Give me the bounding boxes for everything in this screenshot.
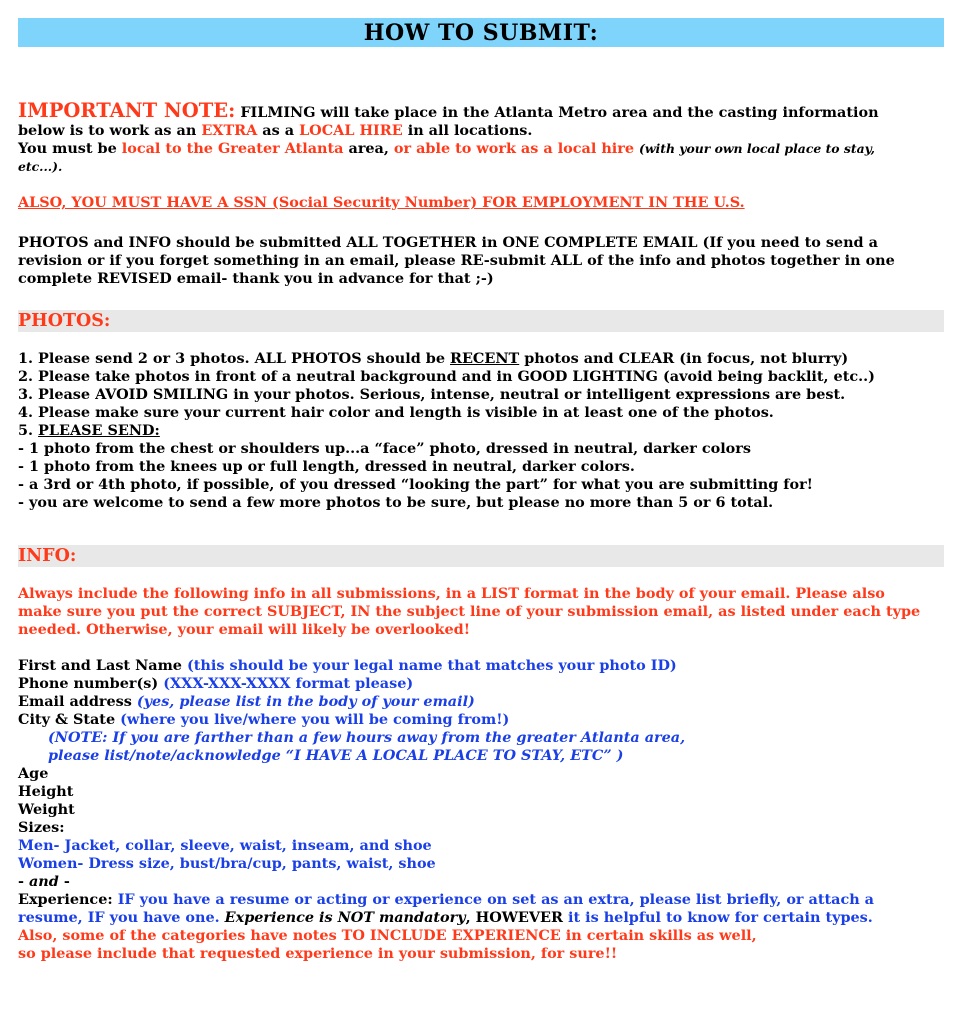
info-note-line-2: please list/note/acknowledge “I HAVE A LOCAL PLACE TO STAY, ETC” ) <box>48 747 624 764</box>
info-intro-line-2: make sure you put the correct SUBJECT, IN the subject line of your submission email, as listed under each type <box>18 603 921 620</box>
info-experience-line-2: resume, IF you have one. Experience is NOT mandatory, HOWEVER it is helpful to know for certain types. <box>18 909 873 926</box>
important-note-line-1: IMPORTANT NOTE: FILMING will take place in the Atlanta Metro area and the casting information <box>18 99 879 122</box>
photos-send-1: - 1 photo from the chest or shoulders up...a “face” photo, dressed in neutral, darker colors <box>18 440 751 457</box>
photos-send-4: - you are welcome to send a few more photos to be sure, but please no more than 5 or 6 total. <box>18 494 774 511</box>
info-email: Email address (yes, please list in the body of your email) <box>18 693 475 710</box>
info-weight: Weight <box>18 801 75 818</box>
important-note-line-2: below is to work as an EXTRA as a LOCAL HIRE in all locations. <box>18 122 533 139</box>
photos-section-heading: PHOTOS: <box>18 310 944 332</box>
info-sizes-women: Women- Dress size, bust/bra/cup, pants, waist, shoe <box>18 855 436 872</box>
important-note-line-4: etc...). <box>18 159 63 174</box>
info-age: Age <box>18 765 49 782</box>
photos-item-2: 2. Please take photos in front of a neutral background and in GOOD LIGHTING (avoid being backlit, etc..) <box>18 368 875 385</box>
info-height: Height <box>18 783 74 800</box>
ssn-notice: ALSO, YOU MUST HAVE A SSN (Social Security Number) FOR EMPLOYMENT IN THE U.S. <box>18 194 745 211</box>
info-sizes: Sizes: <box>18 819 65 836</box>
info-name: First and Last Name (this should be your legal name that matches your photo ID) <box>18 657 677 674</box>
photos-item-4: 4. Please make sure your current hair color and length is visible in at least one of the photos. <box>18 404 774 421</box>
info-intro-line-3: needed. Otherwise, your email will likely be overlooked! <box>18 621 471 638</box>
info-experience-line-1: Experience: IF you have a resume or acting or experience on set as an extra, please list briefly, or attach a <box>18 891 875 908</box>
info-note-line-1: (NOTE: If you are farther than a few hours away from the greater Atlanta area, <box>48 729 686 746</box>
photos-info-line-2: revision or if you forget something in an email, please RE-submit ALL of the info and photos together in one <box>18 252 895 269</box>
photos-info-line-3: complete REVISED email- thank you in advance for that ;-) <box>18 270 494 287</box>
photos-item-1: 1. Please send 2 or 3 photos. ALL PHOTOS should be RECENT photos and CLEAR (in focus, not blurry) <box>18 350 849 367</box>
info-sizes-men: Men- Jacket, collar, sleeve, waist, inseam, and shoe <box>18 837 432 854</box>
photos-send-2: - 1 photo from the knees up or full length, dressed in neutral, darker colors. <box>18 458 635 475</box>
info-city-state: City & State (where you live/where you will be coming from!) <box>18 711 510 728</box>
info-intro-line-1: Always include the following info in all submissions, in a LIST format in the body of your email. Please also <box>18 585 885 602</box>
photos-item-3: 3. Please AVOID SMILING in your photos. Serious, intense, neutral or intelligent expressions are best. <box>18 386 846 403</box>
info-experience-line-4: so please include that requested experience in your submission, for sure!! <box>18 945 618 962</box>
photos-item-5: 5. PLEASE SEND: <box>18 422 160 439</box>
important-note-heading: IMPORTANT NOTE: <box>18 99 236 122</box>
info-experience-line-3: Also, some of the categories have notes TO INCLUDE EXPERIENCE in certain skills as well, <box>18 927 757 944</box>
info-section-heading: INFO: <box>18 545 944 567</box>
info-phone: Phone number(s) (XXX-XXX-XXXX format please) <box>18 675 414 692</box>
info-and: - and - <box>18 873 70 890</box>
page-title: HOW TO SUBMIT: <box>18 18 944 47</box>
important-note-line-3: You must be local to the Greater Atlanta area, or able to work as a local hire (with your own local place to stay, <box>18 140 875 157</box>
photos-info-line-1: PHOTOS and INFO should be submitted ALL TOGETHER in ONE COMPLETE EMAIL (If you need to send a <box>18 234 878 251</box>
document <box>18 18 944 963</box>
photos-send-3: - a 3rd or 4th photo, if possible, of you dressed “looking the part” for what you are submitting for! <box>18 476 813 493</box>
extra-text: EXTRA <box>201 122 258 139</box>
local-hire-text: LOCAL HIRE <box>299 122 403 139</box>
